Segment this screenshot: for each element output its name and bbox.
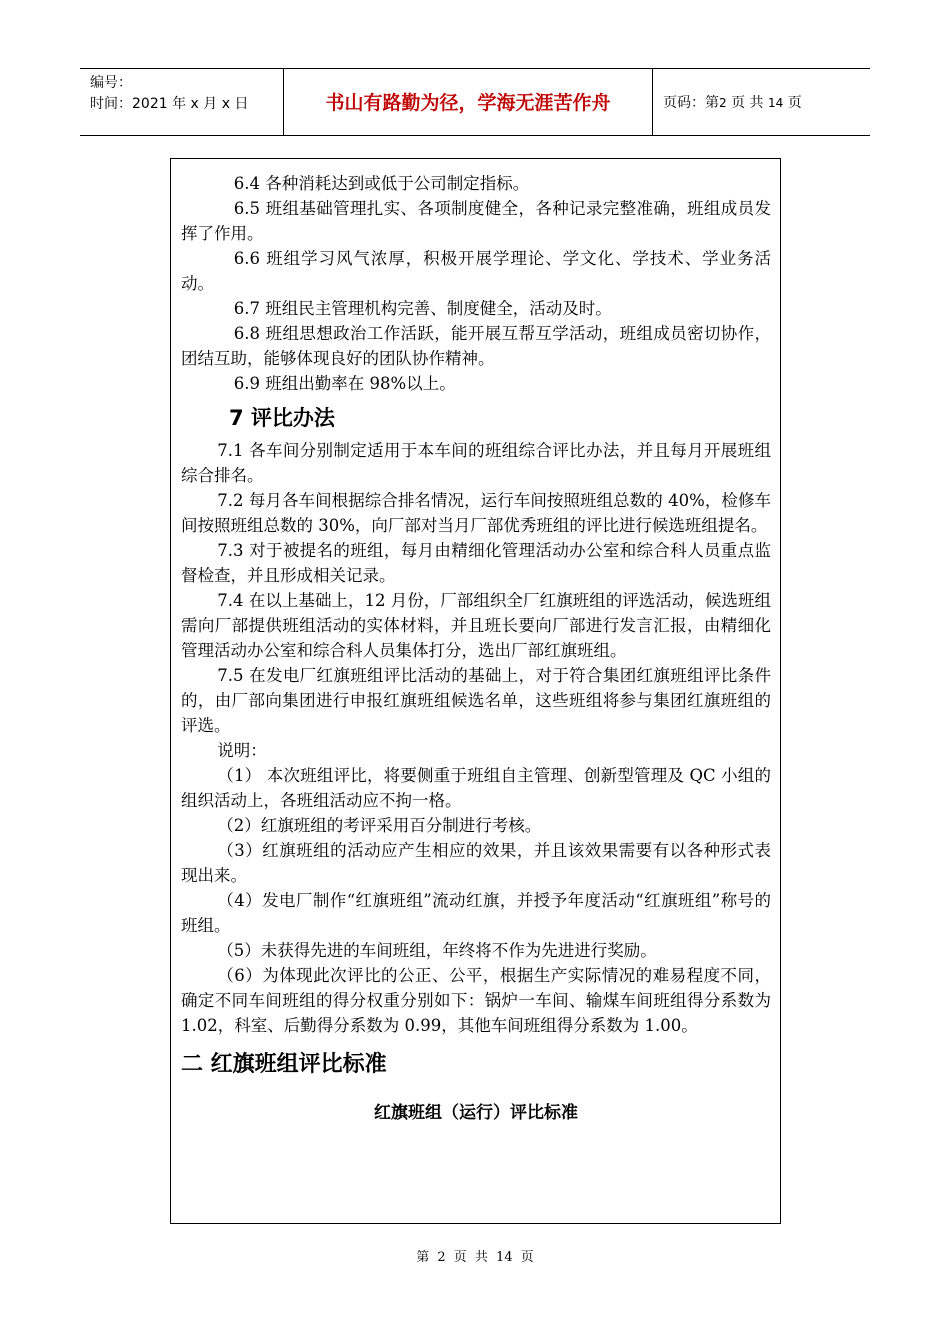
note-item-6: （6）为体现此次评比的公正、公平，根据生产实际情况的难易程度不同，确定不同车间班组的得分权重分别如下：锅炉一车间、输煤车间班组得分系数为 1.02，科室、后勤得分系数为 0.99，其他车间班组得分系数为 1.00。 bbox=[181, 966, 771, 1035]
paragraph-6-5: 6.5 班组基础管理扎实、各项制度健全，各种记录完整准确，班组成员发挥了作用。 bbox=[181, 199, 771, 243]
paragraph-6-6: 6.6 班组学习风气浓厚，积极开展学理论、学文化、学技术、学业务活动。 bbox=[181, 249, 771, 293]
paragraph-6-9: 6.9 班组出勤率在 98%以上。 bbox=[233, 374, 456, 393]
page-total: 14 bbox=[768, 96, 784, 110]
header-meta-cell bbox=[80, 69, 283, 135]
page-current: 2 bbox=[719, 96, 727, 110]
document-time-label: 时间：2021 年 x 月 x 日 bbox=[90, 96, 249, 112]
paragraph-7-4: 7.4 在以上基础上，12 月份，厂部组织全厂红旗班组的评选活动，候选班组需向厂部提供班组活动的实体材料，并且班长要向厂部进行发言汇报，由精细化管理活动办公室和综合科人员集体打分，选出厂部红旗班组。 bbox=[181, 591, 771, 660]
section-2-subheading: 红旗班组（运行）评比标准 bbox=[374, 1103, 578, 1123]
page-prefix: 页码：第 bbox=[663, 95, 719, 111]
page-mid: 页 共 bbox=[731, 95, 764, 111]
page-footer: 第 2 页 共 14 页 bbox=[416, 1250, 534, 1265]
header-page-info bbox=[653, 69, 870, 135]
notes-label: 说明： bbox=[217, 741, 267, 760]
document-header bbox=[80, 68, 870, 136]
paragraph-7-1: 7.1 各车间分别制定适用于本车间的班组综合评比办法，并且每月开展班组综合排名。 bbox=[181, 441, 771, 485]
paragraph-6-4: 6.4 各种消耗达到或低于公司制定指标。 bbox=[233, 174, 530, 193]
paragraph-6-7: 6.7 班组民主管理机构完善、制度健全，活动及时。 bbox=[233, 299, 612, 318]
paragraph-6-8: 6.8 班组思想政治工作活跃，能开展互帮互学活动，班组成员密切协作，团结互助，能够体现良好的团队协作精神。 bbox=[181, 324, 771, 368]
section-7-heading: 7 评比办法 bbox=[229, 406, 335, 430]
paragraph-7-5: 7.5 在发电厂红旗班组评比活动的基础上，对于符合集团红旗班组评比条件的，由厂部向集团进行申报红旗班组候选名单，这些班组将参与集团红旗班组的评选。 bbox=[181, 666, 771, 735]
document-body bbox=[181, 171, 771, 1126]
note-item-3: （3）红旗班组的活动应产生相应的效果，并且该效果需要有以各种形式表现出来。 bbox=[181, 841, 771, 885]
section-2-heading: 二 红旗班组评比标准 bbox=[181, 1052, 387, 1077]
note-item-4: （4）发电厂制作“红旗班组”流动红旗，并授予年度活动“红旗班组”称号的班组。 bbox=[181, 891, 771, 935]
header-motto: 书山有路勤为径，学海无涯苦作舟 bbox=[283, 69, 653, 135]
paragraph-7-3: 7.3 对于被提名的班组，每月由精细化管理活动办公室和综合科人员重点监督检查，并且形成相关记录。 bbox=[181, 541, 771, 585]
note-item-2: （2）红旗班组的考评采用百分制进行考核。 bbox=[217, 816, 542, 835]
content-frame bbox=[170, 158, 781, 1224]
paragraph-7-2: 7.2 每月各车间根据综合排名情况，运行车间按照班组总数的 40%，检修车间按照班组总数的 30%，向厂部对当月厂部优秀班组的评比进行候选班组提名。 bbox=[181, 491, 771, 535]
document-number-label: 编号： bbox=[90, 75, 132, 91]
note-item-1: （1） 本次班组评比，将要侧重于班组自主管理、创新型管理及 QC 小组的组织活动上，各班组活动应不拘一格。 bbox=[181, 766, 771, 810]
note-item-5: （5）未获得先进的车间班组，年终将不作为先进进行奖励。 bbox=[217, 941, 657, 960]
page-suffix: 页 bbox=[787, 95, 802, 111]
